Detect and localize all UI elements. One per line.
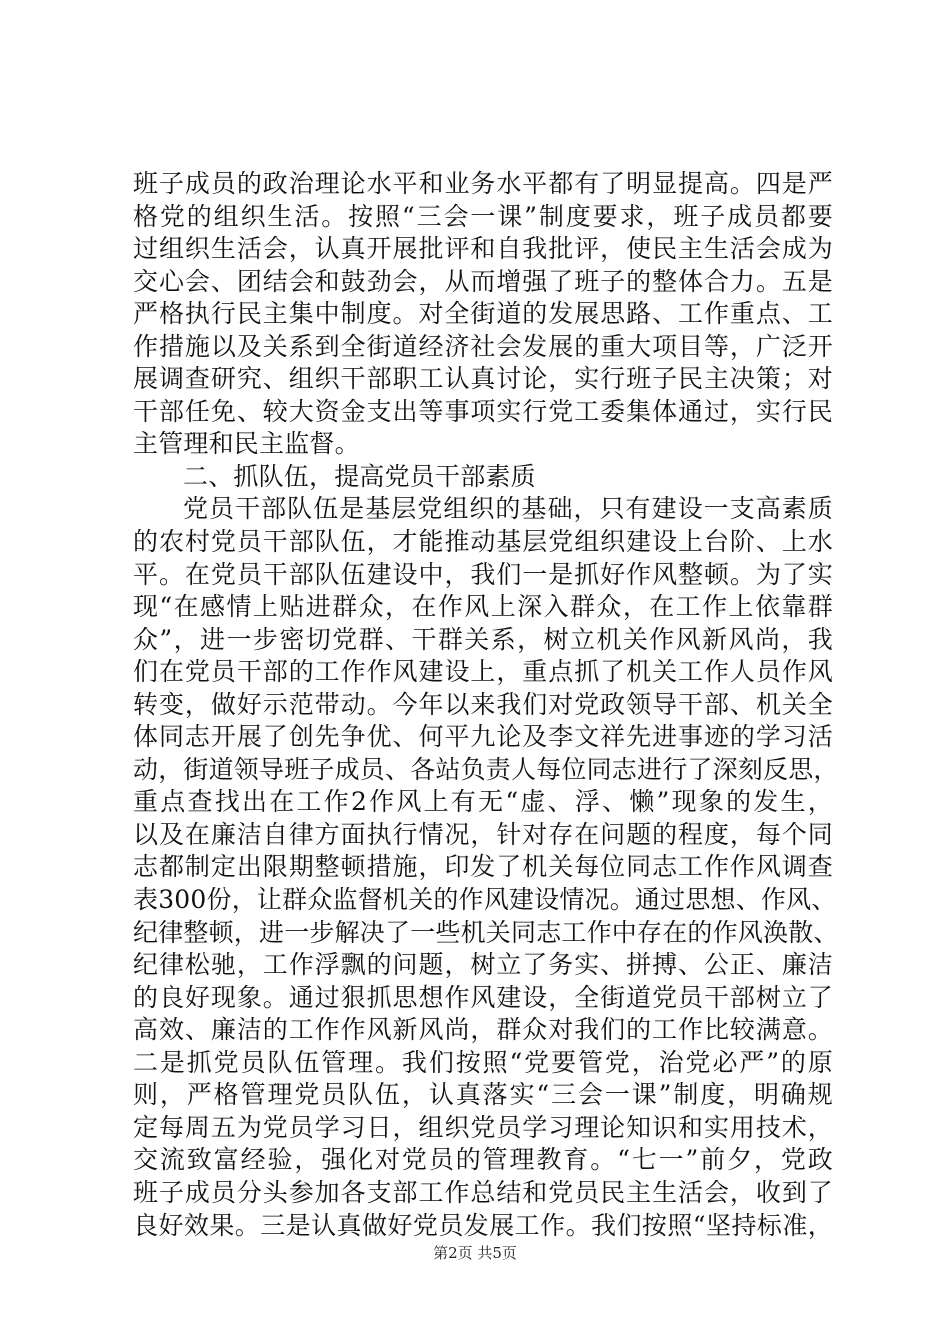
text-line: 志都制定出限期整顿措施，印发了机关每位同志工作作风调查 xyxy=(133,852,833,882)
text-line: 班子成员分头参加各支部工作总结和党员民主生活会，收到了 xyxy=(133,1177,833,1207)
text-line: 转变，做好示范带动。今年以来我们对党政领导干部、机关全 xyxy=(133,689,833,719)
text-line: 平。在党员干部队伍建设中，我们一是抓好作风整顿。为了实 xyxy=(133,559,833,589)
text-line: 重点查找出在工作2作风上有无“虚、浮、懒”现象的发生， xyxy=(133,787,833,817)
section-heading: 二、抓队伍，提高党员干部素质 xyxy=(183,461,536,491)
text-line: 则，严格管理党员队伍，认真落实“三会一课”制度，明确规 xyxy=(133,1080,833,1110)
text-line: 主管理和民主监督。 xyxy=(133,429,360,459)
text-line: 表300份，让群众监督机关的作风建设情况。通过思想、作风、 xyxy=(133,885,837,915)
text-line: 高效、廉洁的工作作风新风尚，群众对我们的工作比较满意。 xyxy=(133,1015,833,1045)
text-line: 党员干部队伍是基层党组织的基础，只有建设一支高素质 xyxy=(183,494,833,524)
text-line: 众”，进一步密切党群、干群关系，树立机关作风新风尚，我 xyxy=(133,624,833,654)
document-body xyxy=(133,168,839,1242)
text-line: 交流致富经验，强化对党员的管理教育。“七一”前夕，党政 xyxy=(133,1145,833,1175)
text-line: 以及在廉洁自律方面执行情况，针对存在问题的程度，每个同 xyxy=(133,819,833,849)
text-line: 展调查研究、组织干部职工认真讨论，实行班子民主决策；对 xyxy=(133,364,833,394)
text-line: 过组织生活会，认真开展批评和自我批评，使民主生活会成为 xyxy=(133,234,833,264)
text-line: 作措施以及关系到全街道经济社会发展的重大项目等，广泛开 xyxy=(133,331,833,361)
text-line: 严格执行民主集中制度。对全街道的发展思路、工作重点、工 xyxy=(133,299,833,329)
text-line: 纪律整顿，进一步解决了一些机关同志工作中存在的作风涣散、 xyxy=(133,917,839,947)
text-line: 动，街道领导班子成员、各站负责人每位同志进行了深刻反思， xyxy=(133,754,839,784)
text-line: 纪律松驰，工作浮飘的问题，树立了务实、拼搏、公正、廉洁 xyxy=(133,950,833,980)
text-line: 格党的组织生活。按照“三会一课”制度要求，班子成员都要 xyxy=(133,201,833,231)
text-line: 良好效果。三是认真做好党员发展工作。我们按照“坚持标准， xyxy=(133,1210,833,1240)
text-line: 定每周五为党员学习日，组织党员学习理论知识和实用技术， xyxy=(133,1112,833,1142)
text-line: 交心会、团结会和鼓劲会，从而增强了班子的整体合力。五是 xyxy=(133,266,833,296)
text-line: 班子成员的政治理论水平和业务水平都有了明显提高。四是严 xyxy=(133,169,833,198)
text-line: 们在党员干部的工作作风建设上，重点抓了机关工作人员作风 xyxy=(133,657,833,687)
text-line: 干部任免、较大资金支出等事项实行党工委集体通过，实行民 xyxy=(133,396,833,426)
page-number-footer: 第2页 共5页 xyxy=(433,1244,517,1262)
text-line: 的良好现象。通过狠抓思想作风建设，全街道党员干部树立了 xyxy=(133,982,833,1012)
text-line: 体同志开展了创先争优、何平九论及李文祥先进事迹的学习活 xyxy=(133,722,833,752)
text-line: 二是抓党员队伍管理。我们按照“党要管党，治党必严”的原 xyxy=(133,1047,833,1077)
text-line: 的农村党员干部队伍，才能推动基层党组织建设上台阶、上水 xyxy=(133,527,833,557)
text-line: 现“在感情上贴进群众，在作风上深入群众，在工作上依靠群 xyxy=(133,592,833,622)
